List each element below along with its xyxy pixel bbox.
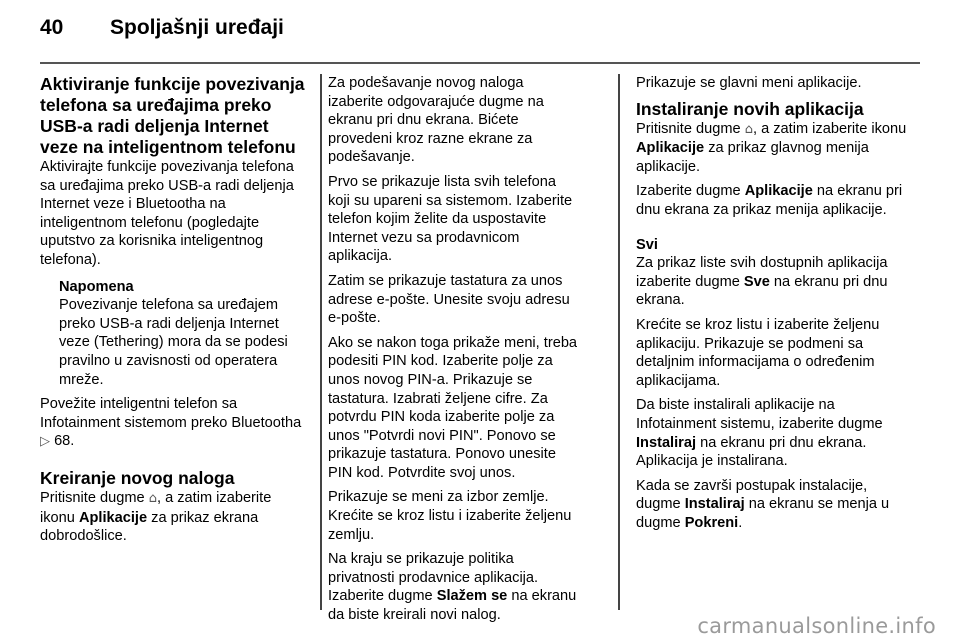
text: Izaberite dugme [636, 183, 745, 200]
bold-term: Sve [743, 273, 770, 290]
paragraph: Za podešavanje novog naloga izaberite odgovarajuće dugme na ekranu pri dnu ekrana. Bićete provedeni kroz razne ekrane za podešavanje. [328, 75, 544, 166]
bold-term: Aplikacije [636, 140, 705, 157]
text: Pritisnite dugme [636, 120, 745, 137]
paragraph [636, 254, 908, 310]
bold-term: Aplikacije [78, 509, 148, 526]
text: Pritisnite dugme [40, 489, 149, 506]
paragraph [636, 236, 908, 255]
paragraph [636, 396, 908, 470]
bold-term: Instaliraj [684, 496, 745, 513]
text: Povežite inteligentni telefon sa Infotainment sistemom preko Bluetootha [40, 396, 302, 431]
section-heading-tethering: Aktiviranje funkcije povezivanja telefona sa uređajima preko USB-a radi deljenja Internet veze na inteligentnom telefonu [40, 74, 305, 157]
text: za prikaz glavnog menija aplikacije. [636, 140, 869, 175]
paragraph: Prikazuje se meni za izbor zemlje. Krećite se kroz listu i izaberite željenu zemlju. [328, 489, 572, 543]
paragraph: Zatim se prikazuje tastatura za unos adrese e-pošte. Unesite svoju adresu e-pošte. [328, 272, 570, 327]
paragraph: Prvo se prikazuje lista svih telefona koji su upareni sa sistemom. Izaberite telefon kojim želite da uspostavite Internet vezu sa prodavnicom aplikacija. [328, 173, 573, 265]
paragraph: Ako se nakon toga prikaže meni, treba podesiti PIN kod. Izaberite polje za unos novog PIN-a. Prikazuje se tastatura. Izabrati željene cifre. Za potvrdu PIN koda izaberite polje za unos "Potvrdi novi PIN". Ponovo se prikazuje tastatura. Ponovo unesite PIN kod. Potvrdite svoj unos. [328, 334, 578, 481]
paragraph [40, 489, 305, 546]
bold-term: Pokreni [684, 514, 739, 531]
text: na ekranu pri dnu ekrana za prikaz menija aplikacije. [636, 183, 903, 218]
paragraph: Krećite se kroz listu i izaberite željenu aplikaciju. Prikazuje se podmeni sa detaljnim informacijama o određenim aplikacijama. [636, 316, 880, 389]
paragraph: Aktivirajte funkcije povezivanja telefona sa uređajima preko USB-a radi deljenja Internet veze i Bluetootha na inteligentnom telefonu (pogledajte uputstvo za korisnika inteligentnog telefona). [40, 159, 294, 268]
text: za prikaz ekrana dobrodošlice. [40, 509, 259, 545]
home-icon: ⌂ [744, 121, 753, 137]
paragraph [636, 477, 908, 533]
watermark: carmanualsonline.info [697, 614, 936, 638]
paragraph [40, 395, 305, 452]
header-divider [40, 62, 920, 64]
column-2 [328, 74, 578, 631]
text: na ekranu pri dnu ekrana. Aplikacija je instalirana. [636, 434, 867, 470]
note-box [59, 278, 305, 390]
column-divider-2 [618, 74, 620, 610]
paragraph [328, 550, 578, 624]
page-header [40, 16, 284, 46]
text: na ekranu da biste kreirali novi nalog. [328, 588, 577, 624]
paragraph [636, 182, 908, 219]
page-ref-link[interactable]: 68 [54, 433, 71, 450]
paragraph [636, 120, 908, 177]
page-number: 40 [40, 16, 64, 39]
paragraph: Prikazuje se glavni meni aplikacije. [636, 75, 862, 91]
text: . [70, 433, 75, 450]
home-icon: ⌂ [148, 490, 157, 506]
text: Na kraju se prikazuje politika privatnosti prodavnice aplikacija. Izaberite dugme [328, 551, 539, 605]
column-3 [636, 74, 908, 538]
bold-term: Slažem se [436, 588, 508, 605]
section-heading-install-apps: Instaliranje novih aplikacija [636, 98, 864, 119]
bold-term: Instaliraj [636, 434, 697, 451]
note-title: Napomena [59, 278, 134, 295]
text: , a zatim izaberite ikonu [40, 489, 272, 526]
text: , a zatim izaberite ikonu [752, 120, 907, 137]
text: na ekranu se menja u dugme [636, 496, 890, 531]
page-ref-icon: ▷ [40, 434, 50, 450]
text: Kada se završi postupak instalacije, dugme [636, 477, 868, 513]
spacer [40, 458, 305, 468]
text: Za prikaz liste svih dostupnih aplikacija izaberite dugme [636, 255, 888, 290]
bold-term: Aplikacije [744, 183, 813, 200]
text: na ekranu pri dnu ekrana. [636, 273, 888, 309]
section-heading-new-account: Kreiranje novog naloga [40, 467, 235, 488]
subsection-title: Svi [636, 236, 658, 253]
text: Da biste instalirali aplikacije na Infotainment sistemu, izaberite dugme [636, 397, 883, 432]
text: . [738, 514, 743, 531]
column-1 [40, 74, 305, 552]
note-text: Povezivanje telefona sa uređajem preko USB-a radi deljenja Internet veze (Tethering) mora da se podesi pravilno u zavisnosti od operatera mreže. [59, 297, 288, 388]
column-divider-1 [320, 74, 322, 610]
page-title: Spoljašnji uređaji [110, 16, 284, 39]
spacer [636, 226, 908, 236]
